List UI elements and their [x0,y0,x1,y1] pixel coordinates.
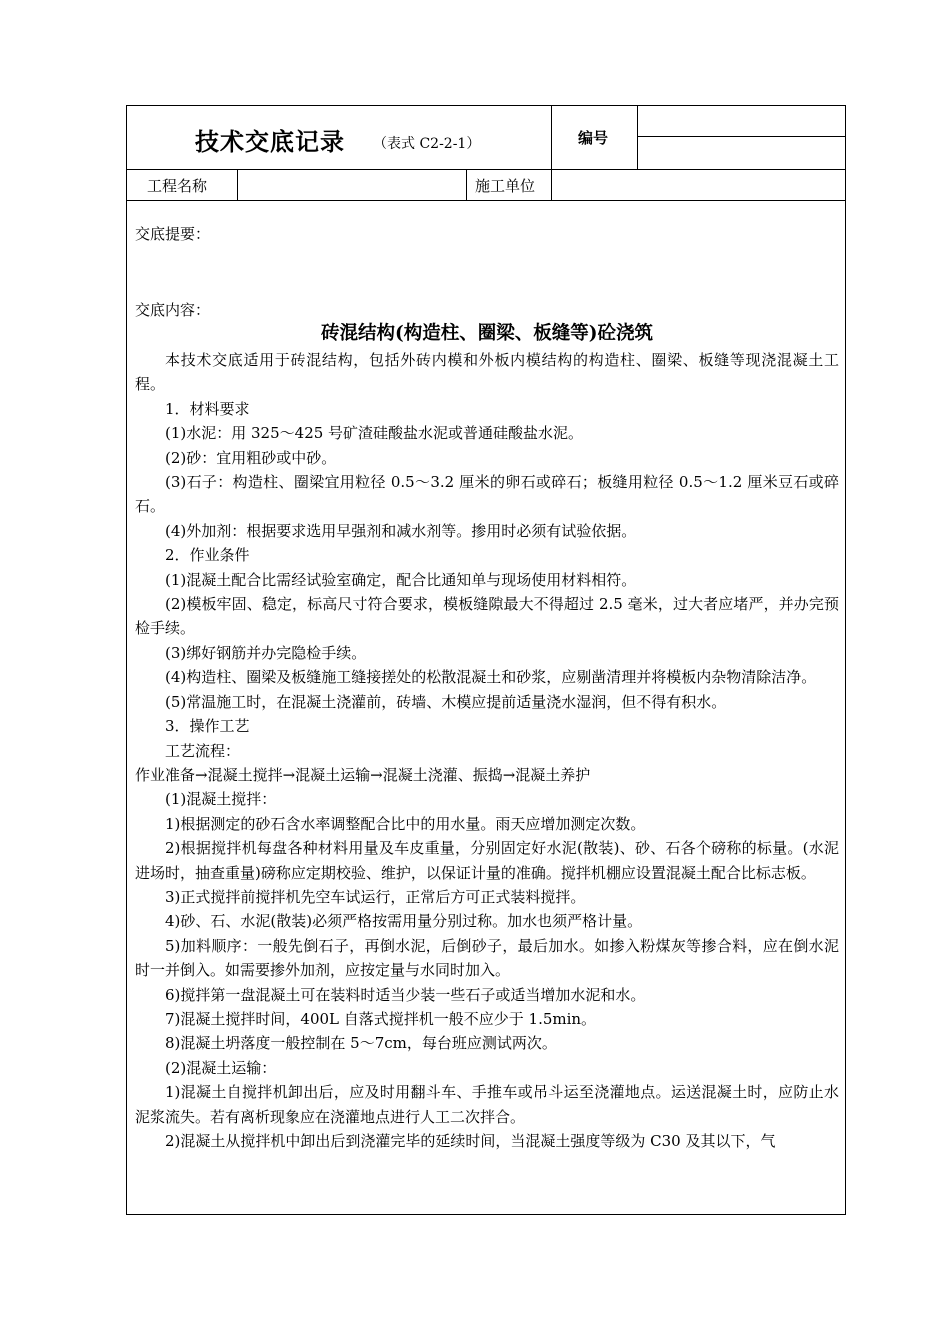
paragraph: (3)石子：构造柱、圈梁宜用粒径 0.5～3.2 厘米的卵石或碎石；板缝用粒径 0.5～1.2 厘米豆石或碎石。 [135,473,839,516]
paragraph: 本技术交底适用于砖混结构，包括外砖内模和外板内模结构的构造柱、圈梁、板缝等现浇混凝土工程。 [135,351,839,394]
project-label: 工程名称 [147,177,208,195]
paragraph: 1)根据测定的砂石含水率调整配合比中的用水量。雨天应增加测定次数。 [165,814,646,833]
contractor-label-cell [467,169,552,200]
paragraph: 4)砂、石、水泥(散装)必须严格按需用量分别过称。加水也须严格计量。 [165,912,643,931]
technical-disclosure-form [126,105,846,1215]
number-value-cell [638,106,845,169]
document-title: 砖混结构(构造柱、圈梁、板缝等)砼浇筑 [320,323,653,344]
title-cell [127,106,552,169]
paragraph: 作业准备→混凝土搅拌→混凝土运输→混凝土浇灌、振捣→混凝土养护 [135,765,591,784]
paragraph: (1)混凝土配合比需经试验室确定，配合比通知单与现场使用材料相符。 [165,570,637,589]
paragraph: (5)常温施工时，在混凝土浇灌前，砖墙、木模应提前适量浇水湿润，但不得有积水。 [165,692,727,711]
paragraph: (2)模板牢固、稳定，标高尺寸符合要求，模板缝隙最大不得超过 2.5 毫米，过大者应堵严，并办完预检手续。 [135,595,839,638]
paragraph: 工艺流程： [165,741,241,760]
number-label: 编号 [578,129,609,147]
paragraph: (4)构造柱、圈梁及板缝施工缝接搓处的松散混凝土和砂浆，应剔凿清理并将模板内杂物清除洁净。 [165,668,817,687]
contractor-value-cell [552,169,845,200]
paragraph: 3)正式搅拌前搅拌机先空车试运行，正常后方可正式装料搅拌。 [165,887,586,906]
paragraph: (1)混凝土搅拌： [165,790,277,809]
content-label: 交底内容： [135,301,211,319]
header-row [127,106,845,170]
number-label-cell [552,106,638,169]
project-value-cell [238,169,467,200]
contractor-label: 施工单位 [475,177,536,195]
paragraph: (2)砂：宜用粗砂或中砂。 [165,448,337,467]
form-title: 技术交底记录 [195,128,345,156]
paragraph: (4)外加剂：根据要求选用早强剂和减水剂等。掺用时必须有试验依据。 [165,521,637,540]
info-row [127,169,845,201]
paragraph: 3．操作工艺 [165,717,250,736]
paragraph: (1)水泥：用 325～425 号矿渣硅酸盐水泥或普通硅酸盐水泥。 [165,424,584,443]
project-label-cell [127,169,238,200]
paragraph: (2)混凝土运输： [165,1058,277,1077]
paragraph: 2)根据搅拌机每盘各种材料用量及车皮重量，分别固定好水泥(散装)、砂、石各个磅称的标量。(水泥进场时，抽查重量)磅称应定期校验、维护，以保证计量的准确。搅拌机棚应设置混凝土配合比标志板。 [135,839,839,882]
paragraph: 2．作业条件 [165,546,250,565]
paragraph: 2)混凝土从搅拌机中卸出后到浇灌完毕的延续时间，当混凝土强度等级为 C30 及其以下，气 [165,1132,776,1150]
summary-label: 交底提要： [135,225,211,243]
paragraph: 8)混凝土坍落度一般控制在 5～7cm，每台班应测试两次。 [165,1034,557,1053]
paragraph: 6)搅拌第一盘混凝土可在装料时适当少装一些石子或适当增加水泥和水。 [165,985,646,1004]
paragraph: 1．材料要求 [165,399,250,418]
paragraph: (3)绑好钢筋并办完隐检手续。 [165,643,367,662]
paragraph: 1)混凝土自搅拌机卸出后，应及时用翻斗车、手推车或吊斗运至浇灌地点。运送混凝土时，应防止水泥浆流失。若有离析现象应在浇灌地点进行人工二次拌合。 [135,1083,839,1126]
number-divider [638,136,845,137]
form-code: （表式 C2-2-1） [373,136,481,152]
paragraph: 7)混凝土搅拌时间，400L 自落式搅拌机一般不应少于 1.5min。 [165,1009,597,1028]
body-text [135,348,839,1153]
paragraph: 5)加料顺序：一般先倒石子，再倒水泥，后倒砂子，最后加水。如掺入粉煤灰等掺合料，应在倒水泥时一并倒入。如需要掺外加剂，应按定量与水同时加入。 [135,936,839,980]
